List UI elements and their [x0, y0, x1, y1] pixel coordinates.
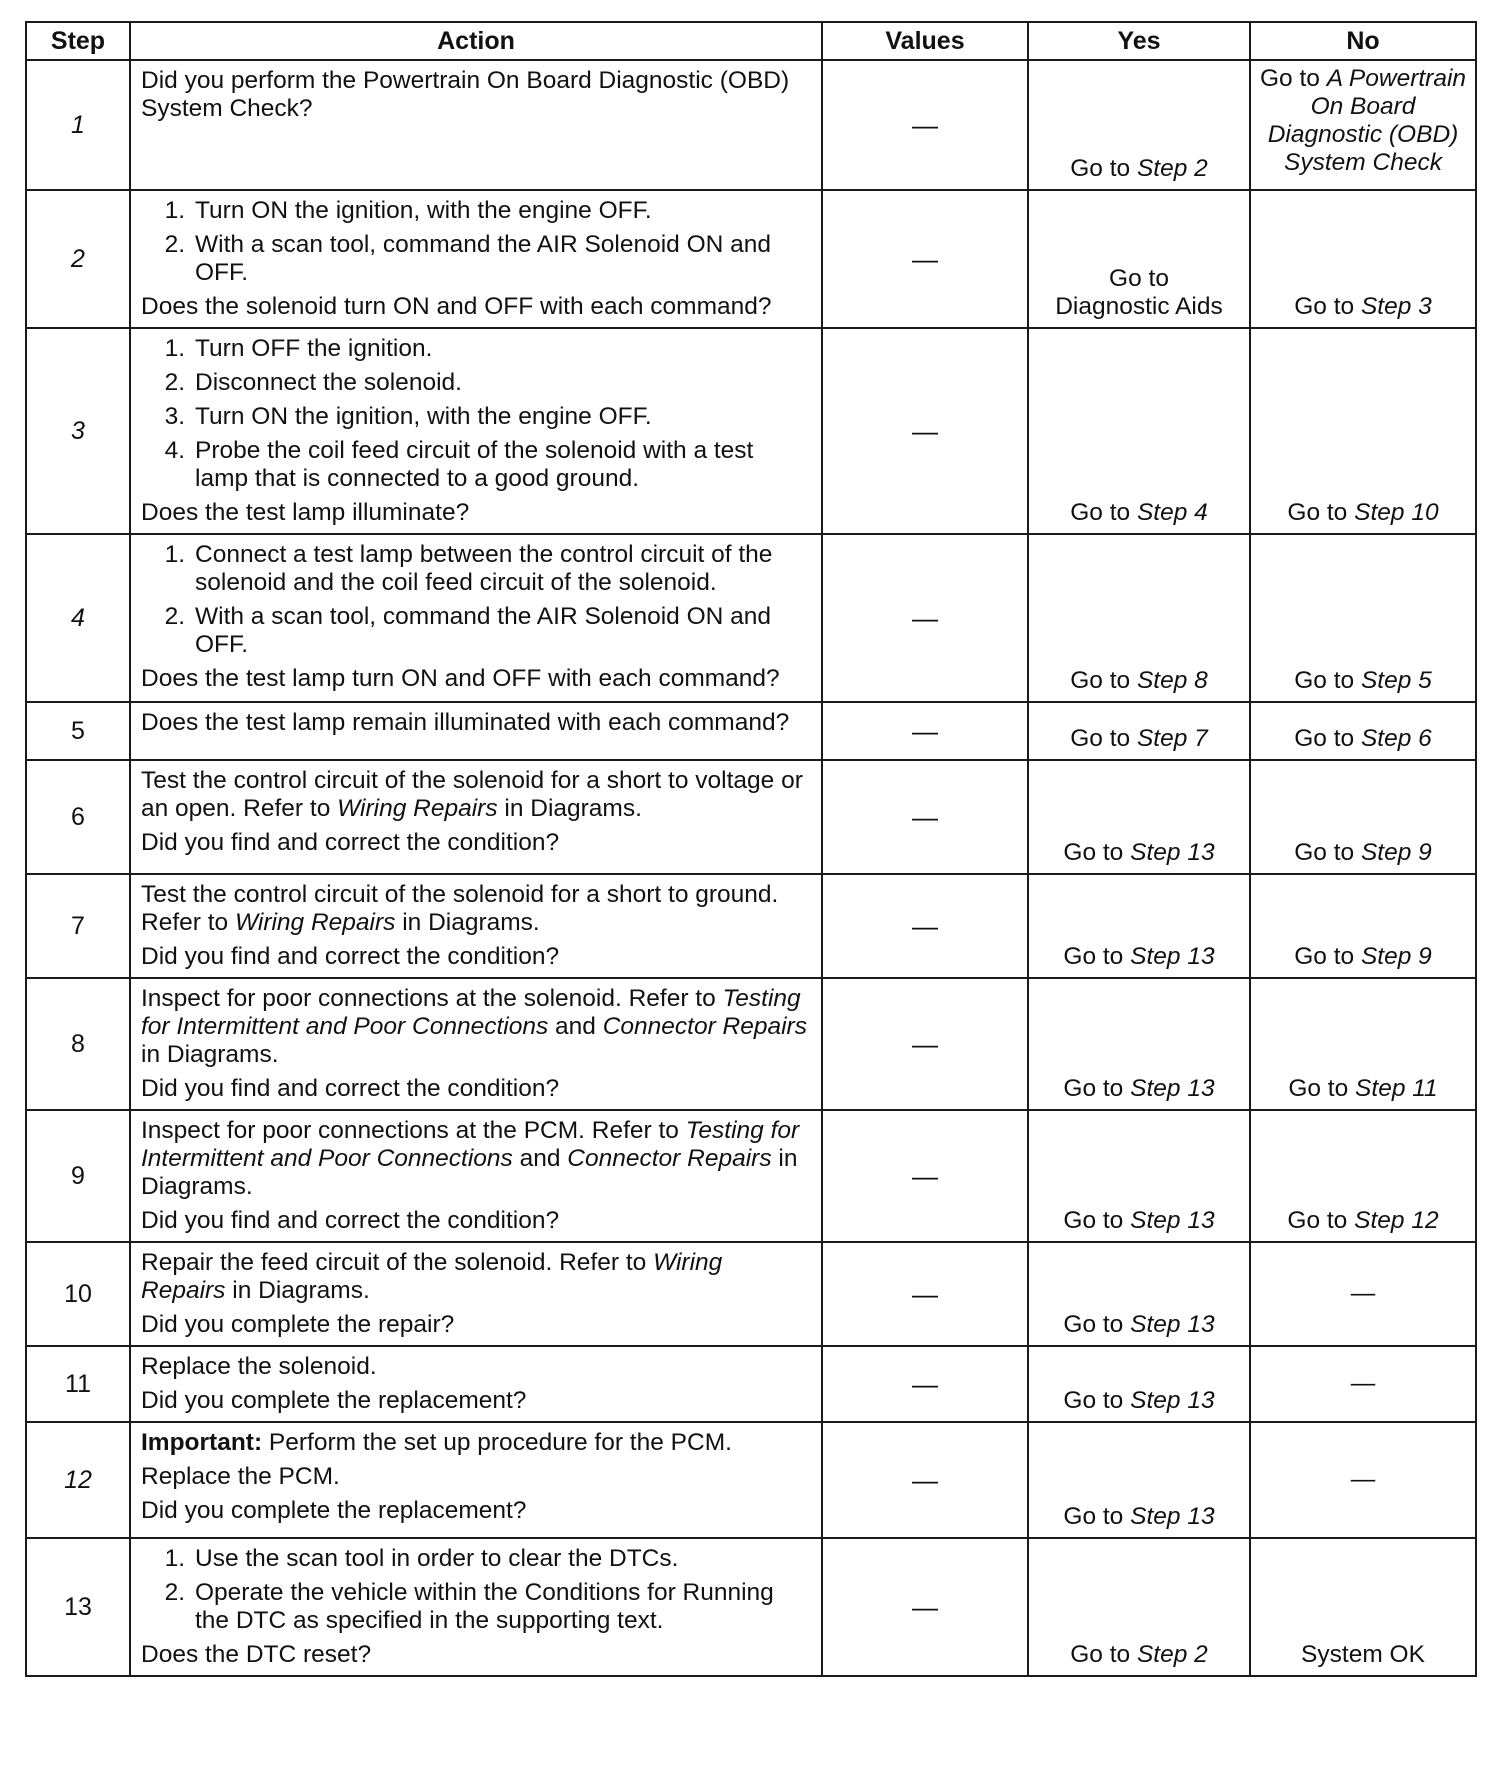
- yes-goto-step-link[interactable]: Step 2: [1136, 155, 1208, 182]
- values-cell: —: [822, 1422, 1028, 1538]
- yes-cell: [1028, 1346, 1250, 1422]
- values-cell: —: [822, 328, 1028, 534]
- step-text: Turn ON the ignition, with the engine OFF.: [195, 403, 652, 430]
- values-cell: —: [822, 1346, 1028, 1422]
- step-number: 4: [26, 534, 130, 702]
- numbered-step: [141, 335, 811, 363]
- step-number: 1: [26, 60, 130, 190]
- no-goto-prefix: Go to: [1259, 65, 1327, 92]
- instruction-segment: Inspect for poor connections at the PCM. Refer to: [141, 1117, 686, 1144]
- question-text: Did you complete the replacement?: [141, 1387, 527, 1414]
- step-text: With a scan tool, command the AIR Solenoid ON and OFF.: [195, 603, 772, 658]
- no-cell: [1250, 760, 1476, 874]
- no-goto-step-link[interactable]: A Powertrain On Board Diagnostic (OBD) System Check: [1267, 65, 1467, 176]
- instruction-segment: and: [512, 1145, 568, 1172]
- yes-cell: [1028, 190, 1250, 328]
- yes-cell: [1028, 1242, 1250, 1346]
- yes-cell: [1028, 60, 1250, 190]
- no-goto-prefix: Go to: [1294, 943, 1361, 970]
- step-index: 3.: [164, 403, 185, 430]
- numbered-step: [141, 603, 811, 659]
- yes-cell: [1028, 760, 1250, 874]
- no-goto-step-link[interactable]: Step 5: [1360, 667, 1432, 694]
- no-cell: [1250, 190, 1476, 328]
- yes-goto-prefix: Go to: [1063, 1387, 1131, 1414]
- action-cell: [130, 978, 822, 1110]
- instruction-text: [141, 1249, 811, 1305]
- yes-goto-step-link[interactable]: Step 4: [1136, 499, 1208, 526]
- values-cell: —: [822, 978, 1028, 1110]
- question-text: Did you find and correct the condition?: [141, 1207, 560, 1234]
- instruction-segment: in Diagrams.: [395, 909, 540, 936]
- no-goto-step-link[interactable]: Step 6: [1360, 725, 1432, 752]
- question-text: Did you complete the repair?: [141, 1311, 455, 1338]
- no-cell: [1250, 1242, 1476, 1346]
- table-row: [26, 760, 1476, 874]
- step-index: 2.: [164, 1579, 185, 1606]
- header-yes: Yes: [1028, 22, 1250, 60]
- yes-cell: [1028, 534, 1250, 702]
- no-cell: [1250, 534, 1476, 702]
- no-goto-prefix: Go to: [1287, 499, 1355, 526]
- no-cell: [1250, 978, 1476, 1110]
- step-number: 10: [26, 1242, 130, 1346]
- reference-link: Testing for Intermittent and Poor Connections: [141, 985, 801, 1040]
- yes-goto-prefix: Go to: [1063, 1503, 1131, 1530]
- table-row: [26, 1422, 1476, 1538]
- no-cell: [1250, 702, 1476, 760]
- action-cell: [130, 1242, 822, 1346]
- table-row: [26, 874, 1476, 978]
- no-cell: [1250, 1346, 1476, 1422]
- table-row: [26, 1110, 1476, 1242]
- values-cell: —: [822, 1242, 1028, 1346]
- diagnostic-table-container: [25, 21, 1475, 1677]
- no-goto-prefix: Go to: [1294, 725, 1361, 752]
- instruction-segment: Replace the solenoid.: [141, 1353, 377, 1380]
- yes-goto-step-link[interactable]: Step 13: [1130, 1387, 1215, 1414]
- no-cell: [1250, 1110, 1476, 1242]
- step-text: Use the scan tool in order to clear the DTCs.: [195, 1545, 679, 1572]
- step-index: 4.: [164, 437, 185, 464]
- step-text: Connect a test lamp between the control circuit of the solenoid and the coil feed circuit of the solenoid.: [195, 541, 773, 596]
- header-values: Values: [822, 22, 1028, 60]
- yes-goto-prefix: Go to: [1063, 839, 1131, 866]
- values-cell: —: [822, 190, 1028, 328]
- values-cell: —: [822, 760, 1028, 874]
- step-number: 8: [26, 978, 130, 1110]
- yes-goto-prefix: Go to: [1070, 725, 1137, 752]
- numbered-step: [141, 369, 811, 397]
- question-text: Did you complete the replacement?: [141, 1497, 527, 1524]
- yes-goto-prefix: Go to: [1070, 155, 1137, 182]
- step-text: With a scan tool, command the AIR Solenoid ON and OFF.: [195, 231, 772, 286]
- numbered-step: [141, 541, 811, 597]
- yes-goto-prefix: Go to: [1070, 667, 1137, 694]
- yes-goto-step-link[interactable]: Step 13: [1130, 1207, 1215, 1234]
- step-text: Turn OFF the ignition.: [195, 335, 433, 362]
- instruction-text: [141, 985, 811, 1069]
- no-goto-prefix: Go to: [1288, 1075, 1356, 1102]
- step-index: 2.: [164, 231, 185, 258]
- table-header-row: [26, 22, 1476, 60]
- yes-goto-step-link[interactable]: Step 7: [1136, 725, 1208, 752]
- step-number: 13: [26, 1538, 130, 1676]
- step-number: 7: [26, 874, 130, 978]
- values-cell: —: [822, 874, 1028, 978]
- step-text: Operate the vehicle within the Conditions for Running the DTC as specified in the supporting text.: [195, 1579, 774, 1634]
- instruction-segment: in Diagrams.: [497, 795, 642, 822]
- step-number: 3: [26, 328, 130, 534]
- step-text: Turn ON the ignition, with the engine OFF.: [195, 197, 652, 224]
- question-text: Does the DTC reset?: [141, 1641, 372, 1668]
- table-row: [26, 190, 1476, 328]
- action-cell: [130, 1346, 822, 1422]
- yes-goto-prefix: Go to: [1070, 1641, 1137, 1668]
- question-text: Does the solenoid turn ON and OFF with each command?: [141, 293, 772, 320]
- yes-cell: [1028, 328, 1250, 534]
- yes-goto-prefix: Go to: [1063, 943, 1131, 970]
- step-number: 11: [26, 1346, 130, 1422]
- no-goto-prefix: Go to: [1287, 1207, 1355, 1234]
- reference-link: Connector Repairs: [602, 1013, 807, 1040]
- important-label: Important:: [141, 1429, 263, 1456]
- diagnostic-table: [25, 21, 1477, 1677]
- yes-goto-prefix: Go to: [1063, 1311, 1131, 1338]
- no-cell: [1250, 1538, 1476, 1676]
- no-goto-step-link[interactable]: Step 11: [1355, 1075, 1438, 1102]
- numbered-step: [141, 437, 811, 493]
- action-cell: [130, 190, 822, 328]
- no-outcome-text: System OK: [1301, 1641, 1425, 1668]
- instruction-segment: Repair the feed circuit of the solenoid. Refer to: [141, 1249, 654, 1276]
- table-row: [26, 1538, 1476, 1676]
- no-goto-prefix: Go to: [1294, 293, 1361, 320]
- table-row: [26, 328, 1476, 534]
- step-index: 2.: [164, 603, 185, 630]
- instruction-text: [141, 1117, 811, 1201]
- numbered-step: [141, 231, 811, 287]
- table-row: [26, 534, 1476, 702]
- step-index: 1.: [164, 1545, 185, 1572]
- no-goto-step-link[interactable]: Step 10: [1354, 499, 1439, 526]
- no-cell: [1250, 328, 1476, 534]
- table-row: [26, 1242, 1476, 1346]
- yes-cell: [1028, 1110, 1250, 1242]
- important-note: [141, 1429, 811, 1457]
- yes-cell: [1028, 978, 1250, 1110]
- step-index: 1.: [164, 541, 185, 568]
- important-text: Perform the set up procedure for the PCM.: [262, 1429, 732, 1456]
- question-text: Did you perform the Powertrain On Board Diagnostic (OBD) System Check?: [141, 67, 790, 122]
- values-cell: —: [822, 1110, 1028, 1242]
- action-cell: [130, 874, 822, 978]
- question-text: Did you find and correct the condition?: [141, 943, 560, 970]
- step-index: 2.: [164, 369, 185, 396]
- instruction-segment: Test the control circuit of the solenoid for a short to ground. Refer to: [141, 881, 779, 936]
- yes-outcome-text: Go to Diagnostic Aids: [1055, 265, 1223, 320]
- instruction-text: [141, 1353, 811, 1381]
- instruction-segment: Inspect for poor connections at the solenoid. Refer to: [141, 985, 723, 1012]
- values-cell: —: [822, 702, 1028, 760]
- values-cell: —: [822, 60, 1028, 190]
- reference-link: Testing for Intermittent and Poor Connections: [141, 1117, 800, 1172]
- table-body: [26, 60, 1476, 1676]
- question-text: Does the test lamp turn ON and OFF with each command?: [141, 665, 780, 692]
- instruction-segment: in Diagrams.: [141, 1145, 798, 1200]
- no-cell: [1250, 60, 1476, 190]
- action-cell: [130, 760, 822, 874]
- question-text: Did you find and correct the condition?: [141, 829, 560, 856]
- yes-cell: [1028, 874, 1250, 978]
- yes-goto-step-link[interactable]: Step 2: [1136, 1641, 1208, 1668]
- action-cell: [130, 328, 822, 534]
- instruction-segment: Replace the PCM.: [141, 1463, 340, 1490]
- step-text: Disconnect the solenoid.: [195, 369, 462, 396]
- instruction-text: [141, 1463, 811, 1491]
- action-cell: [130, 534, 822, 702]
- reference-link: Wiring Repairs: [141, 1249, 723, 1304]
- step-index: 1.: [164, 335, 185, 362]
- no-goto-step-link[interactable]: Step 3: [1360, 293, 1432, 320]
- question-text: Did you find and correct the condition?: [141, 1075, 560, 1102]
- instruction-segment: Test the control circuit of the solenoid for a short to voltage or an open. Refer to: [141, 767, 803, 822]
- header-no: No: [1250, 22, 1476, 60]
- yes-goto-step-link[interactable]: Step 13: [1130, 1075, 1215, 1102]
- action-cell: [130, 60, 822, 190]
- yes-goto-step-link[interactable]: Step 13: [1130, 839, 1215, 866]
- action-cell: [130, 702, 822, 760]
- action-cell: [130, 1110, 822, 1242]
- numbered-step: [141, 1579, 811, 1635]
- step-number: 12: [26, 1422, 130, 1538]
- numbered-step: [141, 403, 811, 431]
- yes-goto-prefix: Go to: [1070, 499, 1137, 526]
- instruction-segment: and: [548, 1013, 603, 1040]
- step-number: 6: [26, 760, 130, 874]
- no-goto-prefix: Go to: [1294, 839, 1361, 866]
- question-text: Does the test lamp remain illuminated with each command?: [141, 709, 790, 736]
- table-row: [26, 702, 1476, 760]
- instruction-segment: in Diagrams.: [141, 1041, 279, 1068]
- no-outcome-text: —: [1350, 1466, 1376, 1493]
- yes-goto-step-link[interactable]: Step 13: [1130, 1503, 1215, 1530]
- no-goto-step-link[interactable]: Step 9: [1360, 839, 1432, 866]
- yes-goto-prefix: Go to: [1063, 1075, 1131, 1102]
- values-cell: —: [822, 1538, 1028, 1676]
- yes-cell: [1028, 702, 1250, 760]
- question-text: Does the test lamp illuminate?: [141, 499, 470, 526]
- no-outcome-text: —: [1350, 1280, 1376, 1307]
- instruction-text: [141, 881, 811, 937]
- step-number: 2: [26, 190, 130, 328]
- header-step: Step: [26, 22, 130, 60]
- table-row: [26, 1346, 1476, 1422]
- no-goto-step-link[interactable]: Step 12: [1354, 1207, 1439, 1234]
- step-number: 5: [26, 702, 130, 760]
- no-cell: [1250, 874, 1476, 978]
- numbered-step: [141, 1545, 811, 1573]
- values-cell: —: [822, 534, 1028, 702]
- step-number: 9: [26, 1110, 130, 1242]
- instruction-text: [141, 767, 811, 823]
- yes-cell: [1028, 1422, 1250, 1538]
- yes-goto-step-link[interactable]: Step 13: [1130, 943, 1215, 970]
- action-cell: [130, 1422, 822, 1538]
- step-index: 1.: [164, 197, 185, 224]
- no-goto-step-link[interactable]: Step 9: [1360, 943, 1432, 970]
- step-text: Probe the coil feed circuit of the solenoid with a test lamp that is connected to a good ground.: [195, 437, 754, 492]
- table-row: [26, 60, 1476, 190]
- no-goto-prefix: Go to: [1294, 667, 1361, 694]
- reference-link: Wiring Repairs: [337, 795, 498, 822]
- action-cell: [130, 1538, 822, 1676]
- no-cell: [1250, 1422, 1476, 1538]
- reference-link: Connector Repairs: [567, 1145, 772, 1172]
- header-action: Action: [130, 22, 822, 60]
- yes-goto-step-link[interactable]: Step 8: [1136, 667, 1208, 694]
- numbered-step: [141, 197, 811, 225]
- reference-link: Wiring Repairs: [234, 909, 396, 936]
- instruction-segment: in Diagrams.: [225, 1277, 370, 1304]
- yes-goto-prefix: Go to: [1063, 1207, 1131, 1234]
- yes-goto-step-link[interactable]: Step 13: [1130, 1311, 1215, 1338]
- table-row: [26, 978, 1476, 1110]
- no-outcome-text: —: [1350, 1370, 1376, 1397]
- yes-cell: [1028, 1538, 1250, 1676]
